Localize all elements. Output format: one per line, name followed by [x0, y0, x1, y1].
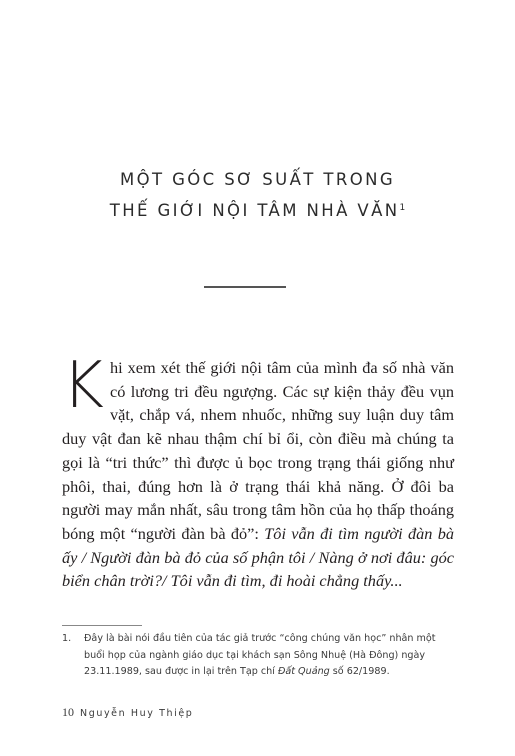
chapter-title-line2-text: THẾ GIỚI NỘI TÂM NHÀ VĂN [109, 201, 400, 220]
footnote-text-a: Đây là bài nói đầu tiên của tác giả trước “công chúng văn học” nhân một buổi họp của ngành giáo dục tại khách sạn Sông Nhuệ (Hà Đông) ngày 23.11.1989, sau được in lại trên Tạp chí [84, 633, 436, 677]
footnote-number: 1. [62, 633, 72, 644]
drop-cap-letter: K [62, 349, 104, 423]
footnote [62, 631, 457, 681]
body-paragraph [62, 349, 454, 593]
footnote-text-b: số 62/1989. [329, 666, 390, 677]
page-number: 10 [62, 705, 74, 719]
chapter-title-line2 [0, 201, 515, 220]
footnote-reference[interactable]: 1 [399, 203, 406, 213]
footnote-magazine-name: Đất Quảng [277, 666, 330, 677]
footnote-divider [62, 625, 142, 626]
footnote-text [84, 631, 457, 681]
body-text: hi xem xét thế giới nội tâm của mình đa số nhà văn có lương tri đều ngượng. Các sự kiện thảy đều vụn vặt, chắp vá, nhem nhuốc, những suy luận duy tâm duy vật đan kẽ nhau thậm chí bỉ ổi, còn điều mà chúng ta gọi là “tri thức” thì được ủ bọc trong trạng thái giống như phôi, thai, đúng hơn là ở trạng thái khả năng. Ở đôi ba người may mắn nhất, sâu trong tâm hồn của họ thấp thoáng bóng một “người đàn bà đỏ”: [62, 358, 454, 543]
chapter-title-line1: MỘT GÓC SƠ SUẤT TRONG [119, 170, 396, 189]
running-author: Nguyễn Huy Thiệp [80, 708, 194, 719]
body-poem-quote: Tôi vẫn đi tìm người đàn bà ấy / Người đàn bà đỏ của số phận tôi / Nàng ở nơi đâu: góc biển chân trời?/ Tôi vẫn đi tìm, đi hoài chẳng thấy... [62, 523, 454, 591]
title-divider [204, 286, 286, 288]
page-footer [62, 705, 193, 720]
